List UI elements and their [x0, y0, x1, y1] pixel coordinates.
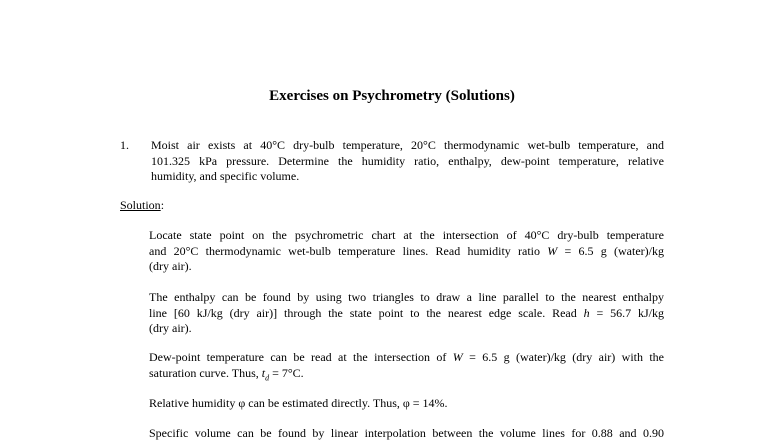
question-line: Moist air exists at 40°C dry-bulb temperature, 20°C thermodynamic wet-bulb temperature, and: [151, 138, 664, 152]
paragraph-line: Locate state point on the psychrometric chart at the intersection of 40°C dry-bulb temperature: [149, 228, 664, 242]
question-line: 101.325 kPa pressure. Determine the humidity ratio, enthalpy, dew-point temperature, relative: [151, 153, 664, 168]
solution-colon: :: [160, 198, 165, 212]
solution-paragraph-dew-point: [149, 350, 664, 385]
solution-label: Solution: [120, 198, 161, 212]
paragraph-line: saturation curve. Thus, $t_d = 7^\circ C$.: [149, 365, 304, 382]
exercise-number: 1.: [120, 138, 129, 152]
solution-paragraph-specific-volume: [149, 426, 664, 442]
paragraph-line: The enthalpy can be found by using two triangles to draw a line parallel to the nearest enthalpy: [149, 290, 664, 304]
solution-paragraph-enthalpy: [149, 290, 664, 337]
solution-heading: [120, 198, 164, 213]
solution-paragraph-state-point: [149, 228, 664, 275]
paragraph-line: Dew-point temperature can be read at the intersection of W = 6.5 g (water)/kg (dry air) with the: [149, 350, 664, 364]
paragraph-line: Specific volume can be found by linear interpolation between the volume lines for 0.88 and 0.90: [149, 426, 664, 440]
document-title: Exercises on Psychrometry (Solutions): [269, 88, 515, 104]
solution-paragraph-relative-humidity: [149, 396, 664, 412]
paragraph-line: (dry air).: [149, 259, 192, 273]
paragraph-line: line [60 kJ/kg (dry air)] through the state point to the nearest edge scale. Read h = 56.7 kJ/kg: [149, 305, 664, 320]
exercise-question: [151, 138, 664, 185]
paragraph-line: Relative humidity φ can be estimated directly. Thus, φ = 14%.: [149, 396, 448, 410]
paragraph-line: and 20°C thermodynamic wet-bulb temperature lines. Read humidity ratio W = 6.5 g (water)/kg: [149, 243, 664, 258]
paragraph-line: (dry air).: [149, 321, 192, 335]
question-line: humidity, and specific volume.: [151, 169, 300, 183]
